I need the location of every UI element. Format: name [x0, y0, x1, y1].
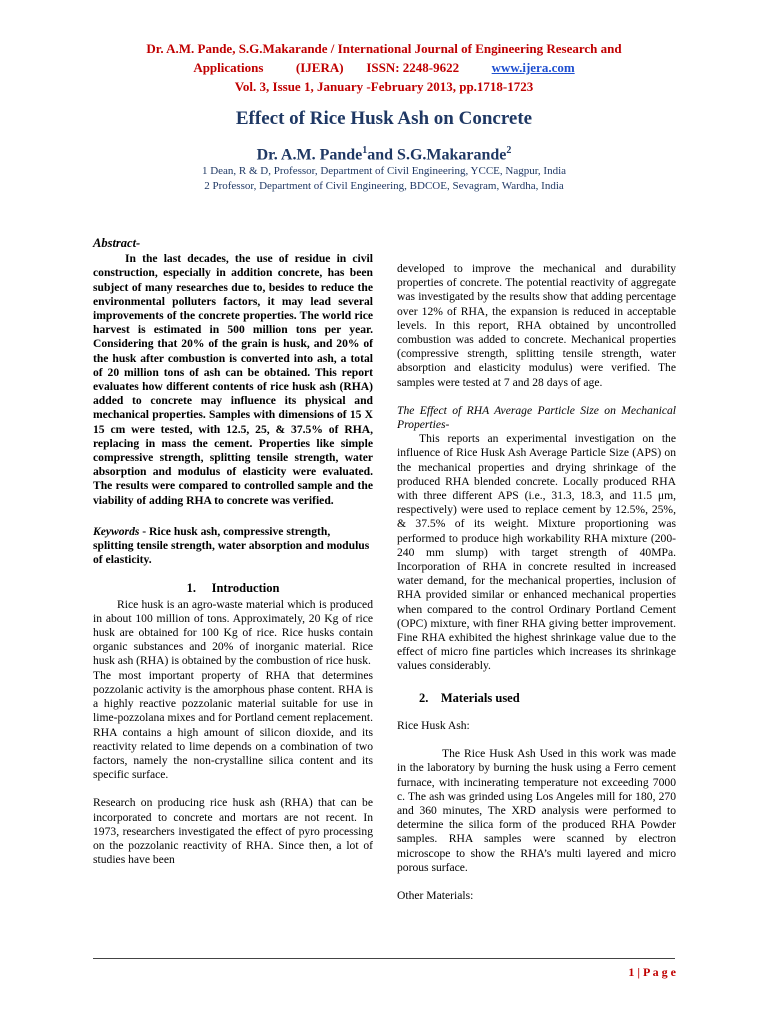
abstract-body: In the last decades, the use of residue in civil construction, especially in addition concrete, has been subject of many researches due to, besides to reduce the environmental polluters factors, it may lead several improvements of the concrete properties. The world rice harvest is estimated in 500 million tons per year. Considering that 20% of the grain is husk, and 20% of the husk after combustion is converted into ash, a total of 20 million tons of ash can be obtained. This report evaluates how different contents of rice husk ash (RHA) added to concrete may influence its physical and mechanical properties. Samples with dimensions of 15 X 15 cm were tested, with 12.5, 25, & 37.5% of RHA, replacing in mass the cement. Properties like simple compressive strength, splitting tensile strength, water absorption and modulus of elasticity were evaluated. The results were compared to controlled sample and the viability of adding RHA to concrete was verified. — [93, 252, 373, 507]
left-column — [93, 236, 373, 867]
particle-size-subheading: The Effect of RHA Average Particle Size on Mechanical Properties- — [397, 403, 676, 432]
other-materials-label: Other Materials: — [397, 888, 474, 902]
keywords — [93, 525, 373, 568]
author-and-2: and S.G.Makarande — [367, 146, 507, 164]
author-1: Dr. A.M. Pande — [256, 146, 363, 164]
rice-husk-ash-paragraph: The Rice Husk Ash Used in this work was made in the laboratory by burning the husk using a Ferro cement furnace, with incinerating temperature not exceeding 7000 c. The ash was grinded using Los Angeles mill for 180, 270 and 360 minutes, The XRD analysis were performed to determine the silica form of the produced RHA Powder samples. RHA samples were scanned by electron microscope to show the RHA’s multi layered and micro porous surface. — [397, 747, 676, 874]
section-2-heading: 2. Materials used — [419, 690, 520, 705]
journal-header-volume: Vol. 3, Issue 1, January -February 2013, pp.1718-1723 — [234, 79, 534, 94]
abstract-heading: Abstract- — [93, 236, 141, 250]
journal-header-line1: Dr. A.M. Pande, S.G.Makarande / International Journal of Engineering Research and — [146, 41, 622, 56]
affiliation-1: 1 Dean, R & D, Professor, Department of Civil Engineering, YCCE, Nagpur, India — [201, 165, 567, 177]
intro-paragraph-3: Research on producing rice husk ash (RHA) that can be incorporated to concrete and mortars are not recent. In 1973, researchers investigated the effect of pyro processing on the pozzolanic reactivity of RHA. Since then, a lot of studies have been — [93, 796, 373, 867]
journal-header-issn: ISSN: 2248-9622 — [366, 60, 460, 75]
footer-divider — [93, 958, 675, 959]
journal-header-line2 — [60, 60, 708, 76]
keywords-label: Keywords — [93, 524, 140, 538]
paper-title: Effect of Rice Husk Ash on Concrete — [235, 108, 533, 129]
section-1-heading: 1. Introduction — [186, 581, 280, 596]
paper-authors — [0, 145, 768, 164]
right-paragraph-1: developed to improve the mechanical and durability properties of concrete. The potential reactivity of aggregate was investigated by the results show that adding percentage over 12% of RHA, the expansion is reduced in acceptable levels. In this report, RHA obtained by uncontrolled combustion was added to concrete. Mechanical properties (compressive strength, splitting tensile strength, water absorption and elasticity modulus) were verified. The samples were tested at 7 and 28 days of age. — [397, 262, 676, 389]
right-column — [397, 262, 676, 903]
author-2-superscript: 2 — [506, 145, 512, 156]
journal-header-applications: Applications — [193, 60, 264, 75]
affiliation-2: 2 Professor, Department of Civil Engineering, BDCOE, Sevagram, Wardha, India — [204, 180, 564, 192]
particle-size-paragraph: This reports an experimental investigation on the influence of Rice Husk Ash Average Particle Size (APS) on the mechanical properties and drying shrinkage of the produced RHA blended concrete. Locally produced RHA with three different APS (i.e., 31.3, 18.3, and 11.5 μm, respectively) were used to replace cement by 12.5%, 25%, & 37.5% of its weight. Mixture proportioning was performed to produce high workability RHA mixture (200-240 mm slump) with target strength of 40MPa. Incorporation of RHA in concrete resulted in increased water demand, for the mechanical properties, inclusion of RHA provided similar or enhanced mechanical properties when compared to the control Ordinary Portland Cement (OPC) mixture, with finer RHA giving better improvement. Fine RHA exhibited the highest shrinkage value due to the effect of micro fine particles which increases its shrinkage values considerably. — [397, 432, 676, 673]
author-1-superscript: 1 — [362, 145, 368, 156]
rice-husk-ash-label: Rice Husk Ash: — [397, 718, 470, 732]
intro-paragraph-2: The most important property of RHA that determines pozzolanic activity is the amorphous phase content. RHA is a highly reactive pozzolanic material suitable for use in lime-pozzolana mixes and for Portland cement replacement. RHA contains a high amount of silicon dioxide, and its reactivity related to lime depends on a combination of two factors, namely the non-crystalline silica content and its specific surface. — [93, 668, 373, 782]
page-number: 1 | P a g e — [628, 965, 676, 979]
journal-url-link[interactable]: www.ijera.com — [491, 60, 575, 75]
journal-header-abbrev: (IJERA) — [295, 60, 344, 75]
intro-paragraph-1: Rice husk is an agro-waste material which is produced in about 100 million of tons. Approximately, 20 Kg of rice husk are obtained for 100 Kg of rice. Rice husks contain organic substances and 20% of inorganic material. Rice husk ash (RHA) is obtained by the combustion of rice husk. — [93, 597, 373, 668]
keywords-text: - Rice husk ash, compressive strength, splitting tensile strength, water absorption and modulus of elasticity. — [93, 524, 370, 567]
